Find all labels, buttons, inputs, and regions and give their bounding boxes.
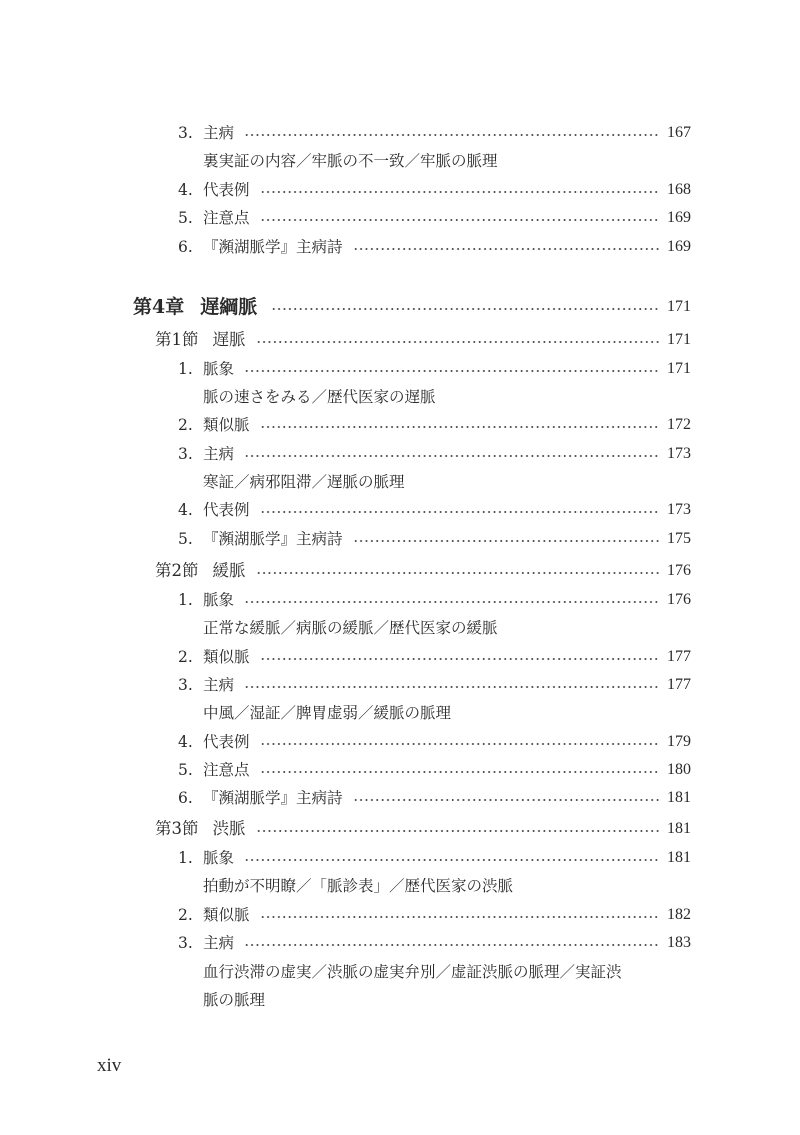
page-number: 169 [667,238,691,255]
item-number: 4. [178,501,193,519]
dot-leader [260,743,659,745]
toc-section[interactable] [155,326,691,354]
page-number: 173 [667,445,691,462]
page-number: 180 [667,761,691,778]
dot-leader [244,455,659,457]
item-label: 類似脈 [203,648,250,666]
dot-leader [260,426,659,428]
item-label: 『瀕湖脈学』主病詩 [203,530,343,548]
chapter-title: 遅綱脈 [200,296,258,318]
page-number: 168 [667,181,691,198]
dot-leader [256,572,660,574]
toc-item[interactable] [178,671,691,699]
item-label: 主病 [203,445,235,463]
page-number: 167 [667,124,691,141]
dot-leader [353,248,659,250]
item-label: 脈象 [203,849,235,867]
item-number: 3. [178,934,193,952]
section-number: 第3節 [155,819,199,838]
item-label: 主病 [203,124,235,142]
toc-item[interactable] [178,929,691,957]
item-number: 1. [178,360,193,378]
toc-item[interactable] [178,756,691,784]
item-number: 3. [178,124,193,142]
item-number: 1. [178,849,193,867]
item-number: 2. [178,906,193,924]
dot-leader [244,601,659,603]
page-folio: xiv [97,1055,122,1076]
toc-item[interactable] [178,440,691,468]
dot-leader [260,219,659,221]
toc-subtopics: 血行渋滞の虚実／渋脈の虚実弁別／虚証渋脈の脈理／実証渋 [203,963,622,981]
dot-leader [256,830,660,832]
item-label: 注意点 [203,209,250,227]
item-label: 代表例 [203,501,250,519]
toc-item[interactable] [178,496,691,524]
toc-subtopics: 拍動が不明瞭／「脈診表」／歴代医家の渋脈 [203,877,514,895]
item-number: 3. [178,676,193,694]
item-label: 代表例 [203,181,250,199]
item-label: 主病 [203,934,235,952]
dot-leader [260,771,659,773]
page-number: 171 [667,298,691,315]
dot-leader [244,859,659,861]
section-number: 第1節 [155,330,199,349]
dot-leader [260,658,659,660]
item-label: 主病 [203,676,235,694]
toc-item[interactable] [178,411,691,439]
item-label: 『瀕湖脈学』主病詩 [203,238,343,256]
section-title: 遅脈 [212,330,246,349]
dot-leader [271,308,659,310]
toc-item[interactable] [178,119,691,147]
item-number: 6. [178,789,193,807]
page-number: 175 [667,530,691,547]
item-label: 類似脈 [203,906,250,924]
dot-leader [244,686,659,688]
toc-chapter[interactable] [133,293,691,321]
page-number: 169 [667,209,691,226]
toc-item[interactable] [178,204,691,232]
item-number: 4. [178,733,193,751]
toc-item[interactable] [178,525,691,553]
toc-item[interactable] [178,784,691,812]
page-number: 181 [667,849,691,866]
item-number: 1. [178,591,193,609]
toc-item[interactable] [178,901,691,929]
page-number: 182 [667,906,691,923]
page-number: 177 [667,648,691,665]
dot-leader [244,944,659,946]
page-number: 176 [667,591,691,608]
section-title: 緩脈 [212,561,246,580]
item-label: 注意点 [203,761,250,779]
toc-subtopics: 裏実証の内容／牢脈の不一致／牢脈の脈理 [203,152,498,170]
page-number: 177 [667,676,691,693]
toc-item[interactable] [178,586,691,614]
dot-leader [244,134,659,136]
toc-section[interactable] [155,815,691,843]
page-number: 171 [667,360,691,377]
item-number: 2. [178,648,193,666]
toc-item[interactable] [178,728,691,756]
page-number: 172 [667,416,691,433]
dot-leader [244,370,659,372]
toc-subtopics: 寒証／病邪阻滞／遅脈の脈理 [203,473,405,491]
page-number: 181 [667,789,691,806]
toc-section[interactable] [155,557,691,585]
dot-leader [260,191,659,193]
page-number: 176 [667,562,691,579]
dot-leader [260,511,659,513]
page-number: 173 [667,501,691,518]
page-number: 183 [667,934,691,951]
section-title: 渋脈 [212,819,246,838]
item-number: 5. [178,761,193,779]
toc-subtopics: 脈の速さをみる／歴代医家の遅脈 [203,388,436,406]
page-number: 179 [667,733,691,750]
item-label: 脈象 [203,591,235,609]
dot-leader [353,799,659,801]
section-number: 第2節 [155,561,199,580]
dot-leader [256,341,660,343]
item-label: 『瀕湖脈学』主病詩 [203,789,343,807]
dot-leader [260,916,659,918]
item-number: 2. [178,416,193,434]
item-label: 代表例 [203,733,250,751]
item-label: 脈象 [203,360,235,378]
item-number: 6. [178,238,193,256]
item-number: 5. [178,209,193,227]
toc-item[interactable] [178,233,691,261]
toc-subtopics: 中風／湿証／脾胃虚弱／緩脈の脈理 [203,704,452,722]
toc-item[interactable] [178,176,691,204]
toc-subtopics: 正常な緩脈／病脈の緩脈／歴代医家の緩脈 [203,619,498,637]
toc-item[interactable] [178,844,691,872]
toc-subtopics: 脈の脈理 [203,991,266,1009]
page-number: 171 [667,331,691,348]
item-number: 4. [178,181,193,199]
page-number: 181 [667,820,691,837]
chapter-number: 第4章 [133,296,185,318]
item-number: 5. [178,530,193,548]
toc-item[interactable] [178,643,691,671]
item-number: 3. [178,445,193,463]
item-label: 類似脈 [203,416,250,434]
toc-item[interactable] [178,355,691,383]
dot-leader [353,540,659,542]
